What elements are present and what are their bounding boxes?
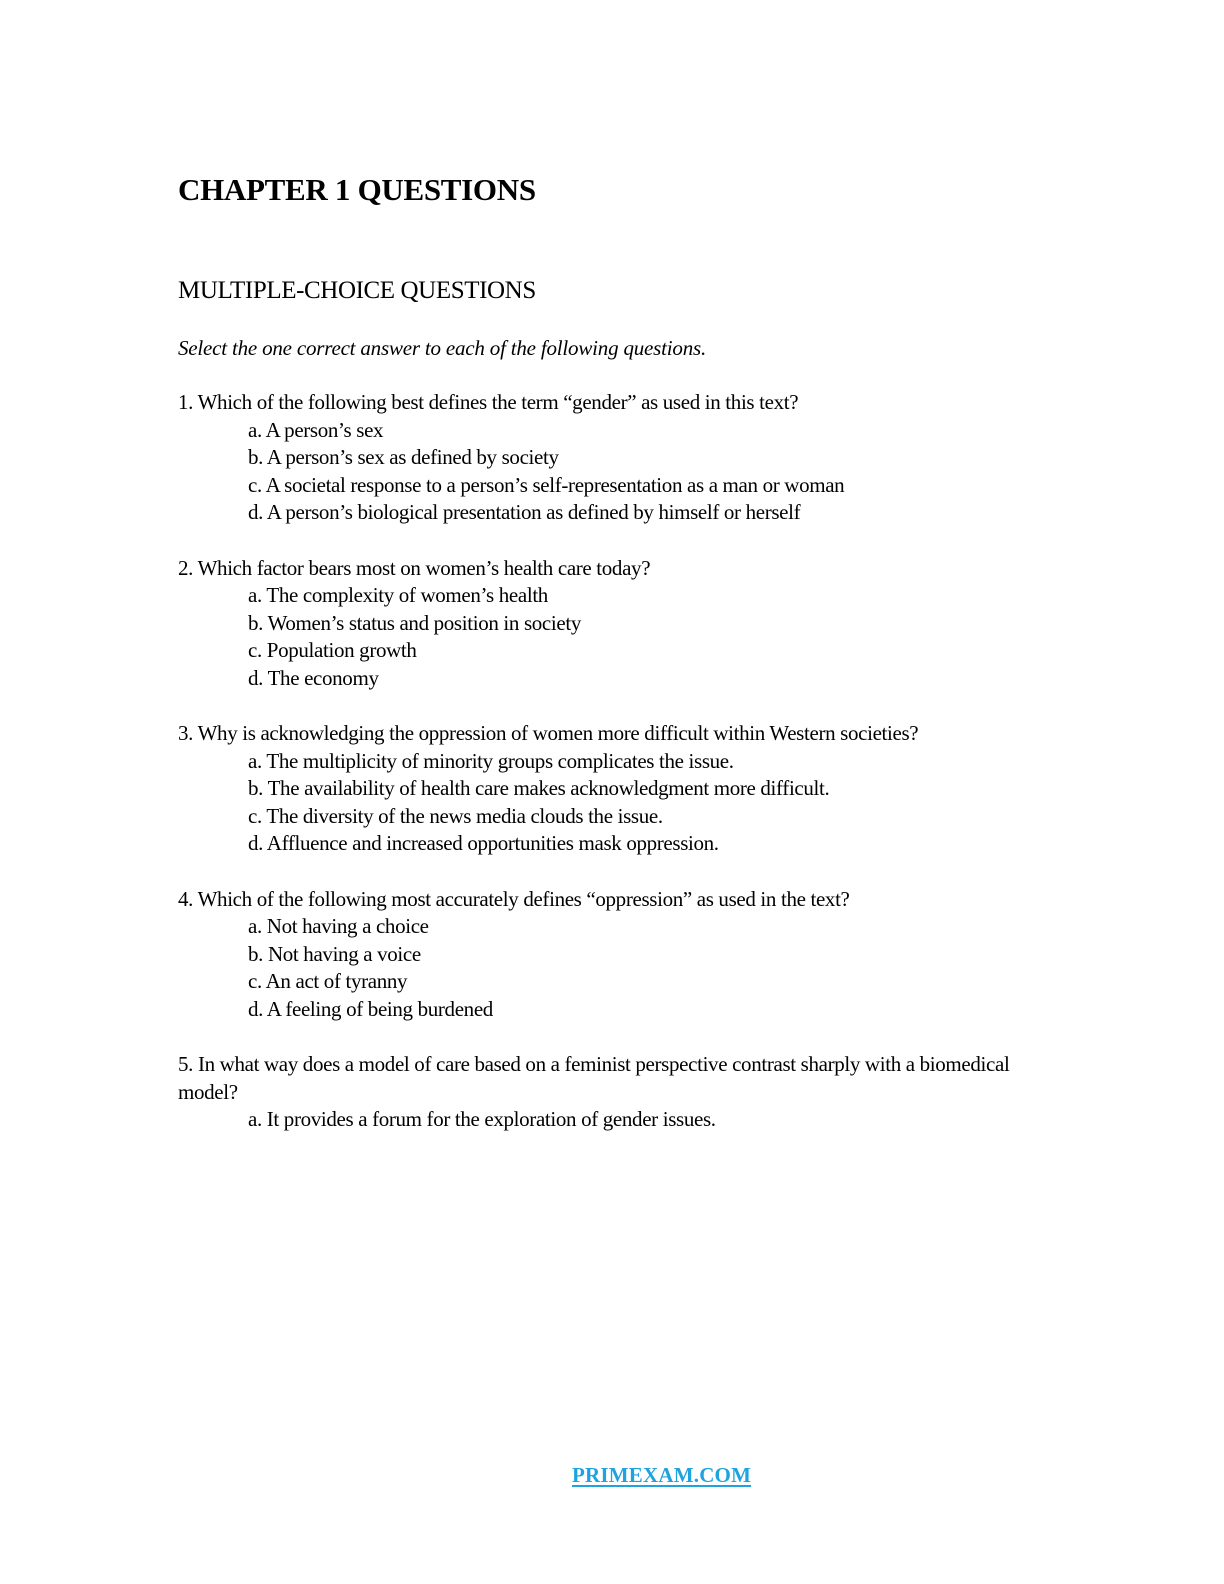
chapter-title: CHAPTER 1 QUESTIONS [178, 172, 536, 207]
answer-option: a. Not having a choice [248, 914, 429, 938]
answer-option: d. The economy [248, 665, 379, 690]
primexam-link[interactable]: PRIMEXAM.COM [572, 1463, 752, 1487]
question-stem: 1. Which of the following best defines the term “gender” as used in this text? [178, 390, 799, 414]
answer-option: b. A person’s sex as defined by society [248, 445, 559, 469]
option-list [178, 748, 1058, 858]
question-1 [178, 389, 1058, 527]
question-stem: 3. Why is acknowledging the oppression of women more difficult within Western societies? [178, 721, 919, 745]
section-title: MULTIPLE-CHOICE QUESTIONS [178, 277, 536, 304]
question-stem: 4. Which of the following most accurately defines “oppression” as used in the text? [178, 886, 850, 911]
instructions: Select the one correct answer to each of the following questions. [178, 336, 707, 360]
question-stem: 5. In what way does a model of care based on a feminist perspective contrast sharply with a biomedical model? [178, 1052, 1010, 1104]
question-4 [178, 886, 1058, 1024]
answer-option: c. An act of tyranny [248, 969, 408, 993]
answer-option: d. A person’s biological presentation as defined by himself or herself [248, 500, 801, 524]
answer-option: a. The multiplicity of minority groups complicates the issue. [248, 748, 734, 773]
answer-option: b. Women’s status and position in society [248, 610, 581, 635]
option-list [178, 582, 1058, 692]
option-list [178, 417, 1058, 527]
answer-option: d. Affluence and increased opportunities mask oppression. [248, 831, 719, 855]
answer-option: c. The diversity of the news media clouds the issue. [248, 803, 663, 828]
question-list [178, 389, 1058, 1162]
answer-option: a. It provides a forum for the exploration of gender issues. [248, 1107, 716, 1131]
question-5 [178, 1051, 1058, 1134]
answer-option: c. A societal response to a person’s self-representation as a man or woman [248, 472, 845, 497]
question-2 [178, 555, 1058, 693]
option-list [178, 1106, 1058, 1134]
question-stem: 2. Which factor bears most on women’s health care today? [178, 555, 651, 580]
question-3 [178, 720, 1058, 858]
option-list [178, 913, 1058, 1023]
answer-option: b. Not having a voice [248, 941, 421, 966]
answer-option: c. Population growth [248, 638, 417, 662]
answer-option: b. The availability of health care makes acknowledgment more difficult. [248, 776, 830, 800]
answer-option: a. A person’s sex [248, 417, 384, 442]
answer-option: d. A feeling of being burdened [248, 996, 493, 1021]
answer-option: a. The complexity of women’s health [248, 583, 548, 607]
